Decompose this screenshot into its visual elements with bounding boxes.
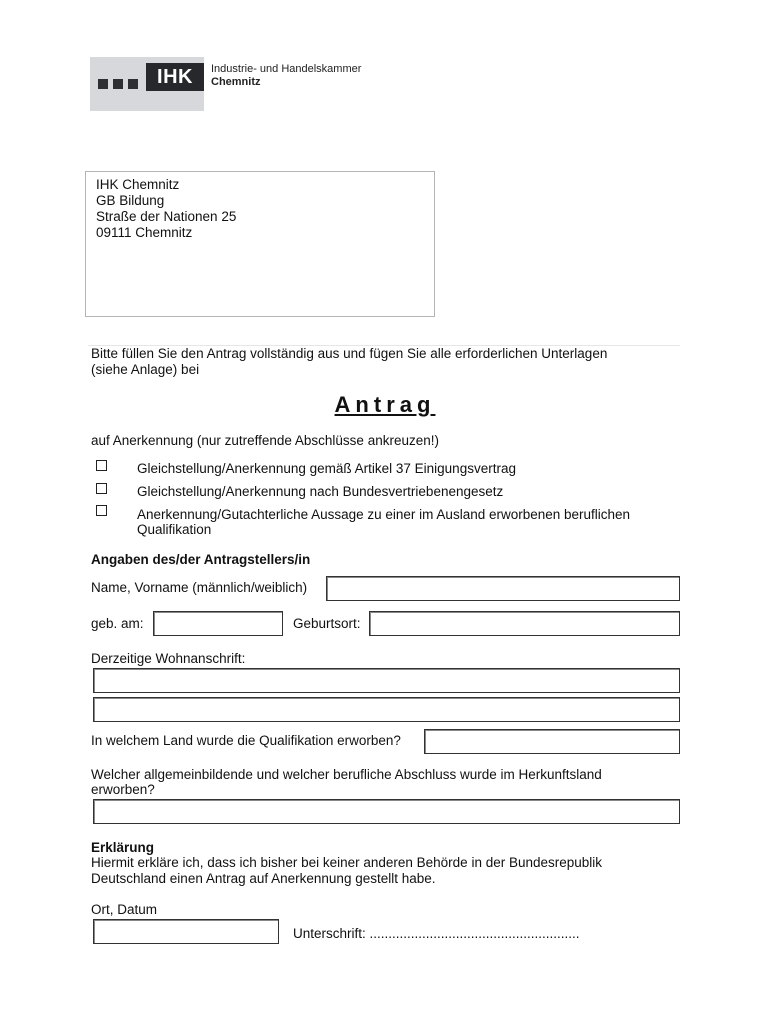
logo-square-icon [98, 79, 108, 89]
birthplace-input[interactable] [369, 611, 680, 636]
declaration-text-line2: Deutschland einen Antrag auf Anerkennung gestellt habe. [91, 871, 436, 886]
degree-label-line1: Welcher allgemeinbildende und welcher berufliche Abschluss wurde im Herkunftsland [91, 767, 602, 782]
address-input-line1[interactable] [93, 668, 680, 693]
place-date-label: Ort, Datum [91, 902, 158, 917]
degree-label-line2: erworben? [91, 782, 155, 797]
declaration-heading: Erklärung [91, 840, 155, 855]
name-input[interactable] [326, 576, 680, 601]
address-window [85, 171, 435, 317]
address-line: Straße der Nationen 25 [96, 209, 237, 224]
intro-text-line2: (siehe Anlage) bei [91, 362, 200, 377]
address-line: IHK Chemnitz [96, 177, 180, 192]
logo-square-icon [128, 79, 138, 89]
logo-badge: IHK [146, 63, 204, 91]
option-label-ausland-qualifikation-cont: Qualifikation [137, 522, 212, 537]
country-label: In welchem Land wurde die Qualifikation erworben? [91, 733, 401, 748]
checkbox-bundesvertriebenengesetz[interactable] [96, 483, 107, 494]
address-label: Derzeitige Wohnanschrift: [91, 651, 246, 666]
checkbox-einigungsvertrag[interactable] [96, 460, 107, 471]
page-title: Antrag [334, 392, 436, 417]
signature-line[interactable]: Unterschrift: ........................................................ [293, 926, 580, 941]
subtitle: auf Anerkennung (nur zutreffende Abschlüsse ankreuzen!) [91, 433, 439, 448]
intro-text-line1: Bitte füllen Sie den Antrag vollständig aus und fügen Sie alle erforderlichen Unterlagen [91, 346, 608, 361]
logo-org-name: Industrie- und Handelskammer [211, 63, 362, 75]
option-label-ausland-qualifikation: Anerkennung/Gutachterliche Aussage zu einer im Ausland erworbenen beruflichen [137, 507, 631, 522]
address-input-line2[interactable] [93, 697, 680, 722]
logo-square-icon [113, 79, 123, 89]
ihk-logo [90, 57, 204, 111]
logo-city: Chemnitz [211, 76, 261, 88]
name-label: Name, Vorname (männlich/weiblich) [91, 580, 308, 595]
checkbox-ausland-qualifikation[interactable] [96, 505, 107, 516]
dob-input[interactable] [153, 611, 283, 636]
applicant-heading: Angaben des/der Antragstellers/in [91, 552, 311, 567]
country-input[interactable] [424, 729, 680, 754]
degree-input[interactable] [93, 799, 680, 824]
birthplace-label: Geburtsort: [293, 616, 361, 631]
option-label-bundesvertriebenengesetz: Gleichstellung/Anerkennung nach Bundesvertriebenengesetz [137, 484, 504, 499]
option-label-einigungsvertrag: Gleichstellung/Anerkennung gemäß Artikel 37 Einigungsvertrag [137, 461, 516, 476]
dob-label: geb. am: [91, 616, 144, 631]
address-line: 09111 Chemnitz [96, 225, 193, 240]
place-date-input[interactable] [93, 919, 279, 944]
address-line: GB Bildung [96, 193, 165, 208]
declaration-text-line1: Hiermit erkläre ich, dass ich bisher bei keiner anderen Behörde in der Bundesrepublik [91, 855, 603, 870]
